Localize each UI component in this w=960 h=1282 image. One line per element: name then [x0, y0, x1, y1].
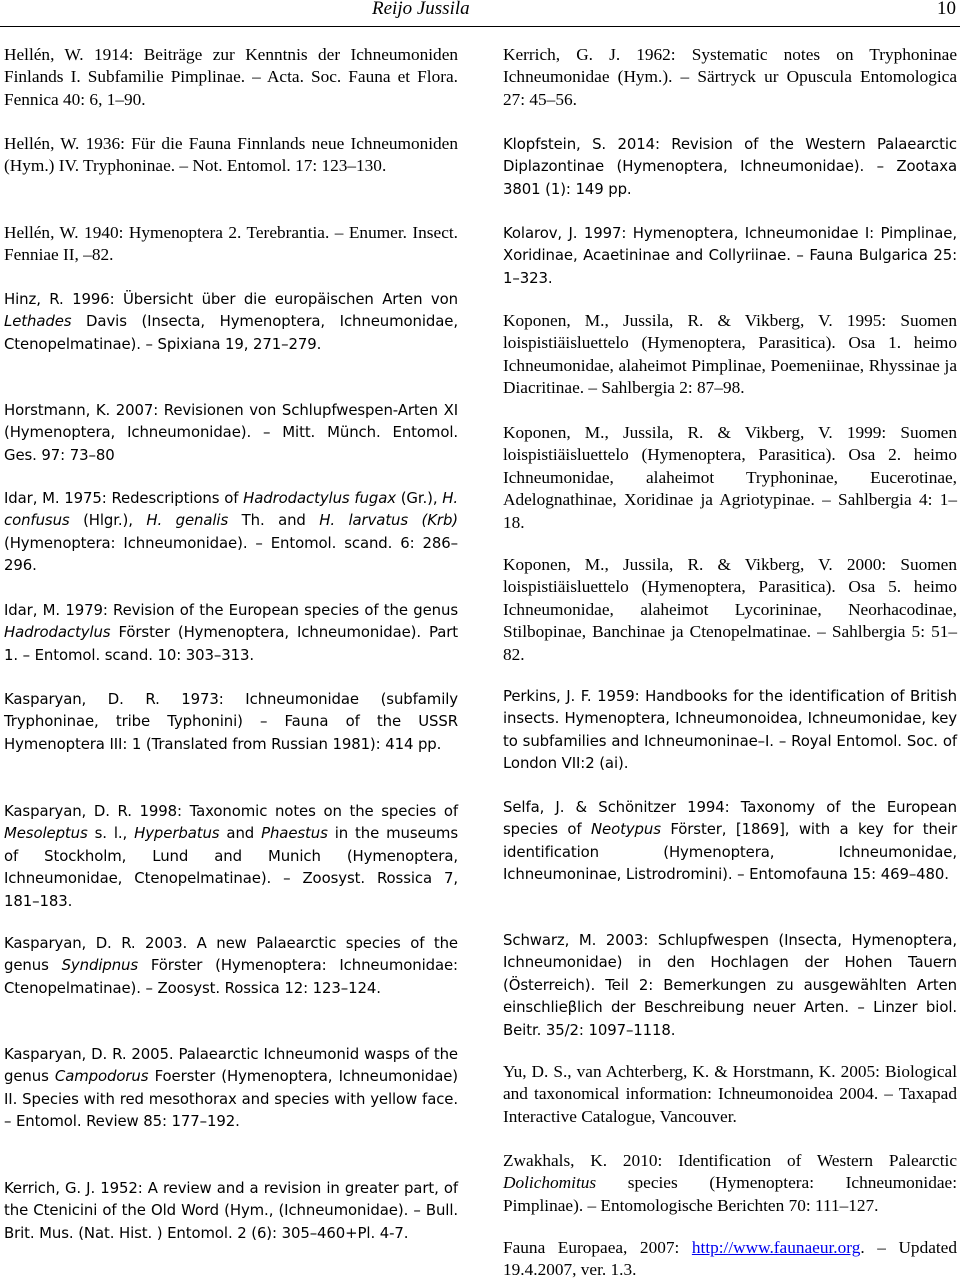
taxon-name: Hyperbatus	[134, 824, 220, 843]
taxon-name: Syndipnus	[61, 956, 139, 975]
reference-item: Hinz, R. 1996: Übersicht über die europäischen Arten von Lethades Davis (Insecta, Hymenoptera, Ichneumonidae, Ctenopelmatinae). – Spixiana 19, 271–279.	[4, 290, 458, 353]
reference-item: Kerrich, G. J. 1962: Systematic notes on Tryphoninae Ichneumonidae (Hym.). – Särtryck ur Opuscula Entomologica 27: 45–56.	[503, 45, 957, 109]
reference-item: Kasparyan, D. R. 2005. Palaearctic Ichneumonid wasps of the genus Campodorus Foerster (Hymenoptera, Ichneumonidae) II. Species with red mesothorax and species with yellow face. – Entomol. Review 85: 177–192.	[4, 1045, 458, 1131]
reference-item: Zwakhals, K. 2010: Identification of Western Palearctic Dolichomitus species (Hymenoptera: Ichneumonidae: Pimplinae). – Entomologische Berichten 70: 111–127.	[503, 1151, 957, 1215]
reference-item: Hellén, W. 1914: Beiträge zur Kenntnis der Ichneumoniden Finlands I. Subfamilie Pimplinae. – Acta. Soc. Fauna et Flora. Fennica 40: 6, 1–90.	[4, 45, 458, 109]
running-header-author: Reijo Jussila	[372, 0, 470, 19]
reference-item: Kasparyan, D. R. 2003. A new Palaearctic species of the genus Syndipnus Förster (Hymenoptera: Ichneumonidae: Ctenopelmatinae). – Zoosyst. Rossica 12: 123–124.	[4, 934, 458, 997]
taxon-name: Hadrodactylus	[4, 623, 111, 642]
taxon-name: Hadrodactylus fugax	[243, 489, 396, 507]
reference-item: Koponen, M., Jussila, R. & Vikberg, V. 1995: Suomen loispistiäisluettelo (Hymenoptera, Parasitica). Osa 1. heimo Ichneumonidae, alaheimot Pimplinae, Poemeniinae, Rhyssinae ja Diacritinae. – Sahlbergia 2: 87–98.	[503, 311, 957, 398]
reference-item: Horstmann, K. 2007: Revisionen von Schlupfwespen-Arten XI (Hymenoptera, Ichneumonidae). – Mitt. Münch. Entomol. Ges. 97: 73–80	[4, 401, 458, 464]
reference-item: Idar, M. 1979: Revision of the European species of the genus Hadrodactylus Förster (Hymenoptera, Ichneumonidae). Part 1. – Entomol. scand. 10: 303–313.	[4, 601, 458, 664]
taxon-name: H. genalis	[146, 511, 229, 530]
reference-item: Kasparyan, D. R. 1973: Ichneumonidae (subfamily Tryphoninae, tribe Typhonini) – Fauna of the USSR Hymenoptera III: 1 (Translated from Russian 1981): 414 pp.	[4, 690, 458, 753]
reference-item: Kerrich, G. J. 1952: A review and a revision in greater part, of the Ctenicini of the Old Word (Hym., (Ichneumonidae). – Bull. Brit. Mus. (Nat. Hist. ) Entomol. 2 (6): 305–460+Pl. 4-7.	[4, 1179, 458, 1242]
reference-item: Hellén, W. 1936: Für die Fauna Finnlands neue Ichneumoniden (Hym.) IV. Tryphoninae. – Not. Entomol. 17: 123–130.	[4, 134, 458, 176]
page-number: 10	[937, 0, 956, 19]
taxon-name: H. confusus	[4, 489, 458, 530]
reference-item: Kasparyan, D. R. 1998: Taxonomic notes on the species of Mesoleptus s. l., Hyperbatus and Phaestus in the museums of Stockholm, Lund and Munich (Hymenoptera, Ichneumonidae, Ctenopelmatinae). – Zoosyst. Rossica 7, 181–183.	[4, 802, 458, 910]
reference-item: Koponen, M., Jussila, R. & Vikberg, V. 2000: Suomen loispistiäisluettelo (Hymenoptera, Parasitica). Osa 5. heimo Ichneumonidae, alaheimot Lycorininae, Neorhacodinae, Stilbopinae, Banchinae ja Ctenopelmatinae. – Sahlbergia 5: 51–82.	[503, 555, 957, 664]
taxon-name: Phaestus	[261, 824, 328, 843]
reference-item: Yu, D. S., van Achterberg, K. & Horstmann, K. 2005: Biological and taxonomical information: Ichneumonoidea 2004. – Taxapad Interactive Catalogue, Vancouver.	[503, 1062, 957, 1126]
reference-item: Idar, M. 1975: Redescriptions of Hadrodactylus fugax (Gr.), H. confusus (Hlgr.), H. genalis Th. and H. larvatus (Krb) (Hymenoptera: Ichneumonidae). – Entomol. scand. 6: 286–296.	[4, 489, 459, 575]
header-rule	[0, 26, 960, 27]
reference-item: Klopfstein, S. 2014: Revision of the Western Palaearctic Diplazontinae (Hymenoptera, Ichneumonidae). – Zootaxa 3801 (1): 149 pp.	[503, 135, 957, 198]
taxon-name: Dolichomitus	[503, 1173, 597, 1193]
taxon-name: Neotypus	[590, 820, 661, 839]
reference-item: Kolarov, J. 1997: Hymenoptera, Ichneumonidae I: Pimplinae, Xoridinae, Acaetininae and Collyriinae. – Fauna Bulgarica 25: 1–323.	[503, 224, 957, 287]
reference-item: Koponen, M., Jussila, R. & Vikberg, V. 1999: Suomen loispistiäisluettelo (Hymenoptera, Parasitica). Osa 2. heimo Ichneumonidae, alaheimot Tryphoninae, Eucerotinae, Adelognathinae, Xoridinae ja Agriotypinae. – Sahlbergia 4: 1–18.	[503, 423, 957, 532]
reference-item: Selfa, J. & Schönitzer 1994: Taxonomy of the European species of Neotypus Förster, [1869], with a key for their identification (Hymenoptera, Ichneumonidae, Ichneumoninae, Listrodromini). – Entomofauna 15: 469–480.	[503, 798, 957, 884]
reference-item: Hellén, W. 1940: Hymenoptera 2. Terebrantia. – Enumer. Insect. Fenniae II, –82.	[4, 223, 458, 265]
taxon-name: Mesoleptus	[4, 824, 88, 843]
reference-item: Schwarz, M. 2003: Schlupfwespen (Insecta, Hymenoptera, Ichneumonidae) in den Hochlagen der Hohen Tauern (Österreich). Teil 2: Bemerkungen zu ausgewählten Arten einschlieβlich der Beschreibung neuer Arten. – Linzer biol. Beitr. 35/2: 1097–1118.	[503, 931, 957, 1039]
taxon-name: Lethades	[4, 312, 72, 331]
taxon-name: H. larvatus (Krb)	[319, 511, 459, 530]
reference-item: Perkins, J. F. 1959: Handbooks for the identification of British insects. Hymenoptera, Ichneumonoidea, Ichneumonidae, key to subfamilies and Ichneumoninae–I. – Royal Entomol. Soc. of London VII:2 (ai).	[503, 687, 957, 773]
reference-item: Fauna Europaea, 2007: http://www.faunaeur.org. – Updated 19.4.2007, ver. 1.3.	[503, 1238, 957, 1280]
faunaeur-link[interactable]: http://www.faunaeur.org	[691, 1238, 861, 1257]
taxon-name: Campodorus	[54, 1067, 149, 1086]
